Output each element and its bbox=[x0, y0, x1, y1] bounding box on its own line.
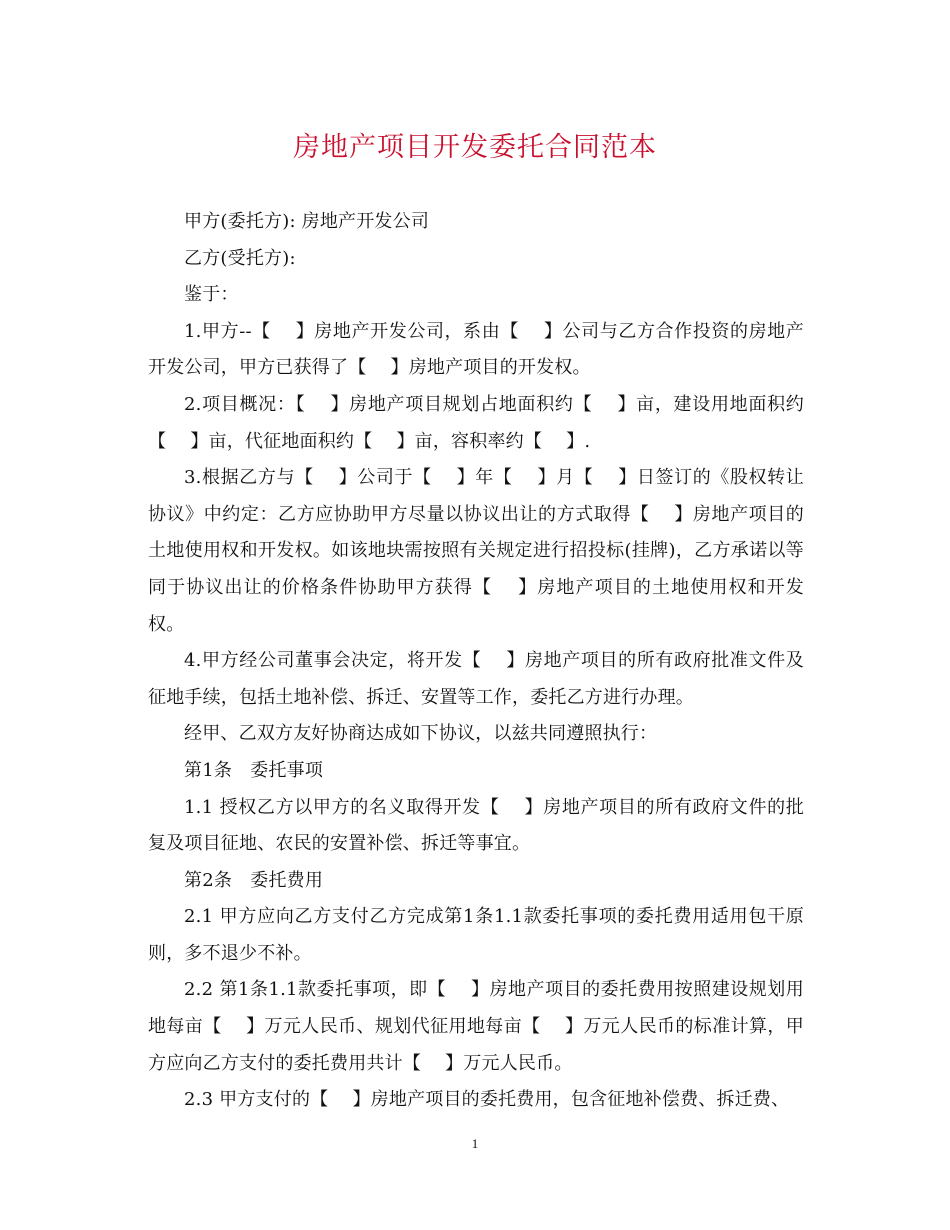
article-1-heading: 第1条 委托事项 bbox=[184, 759, 324, 781]
recital-1: 1.甲方--【 】房地产开发公司，系由【 】公司与乙方合作投资的房地产开发公司，甲方已获得了【 】房地产项目的开发权。 bbox=[148, 320, 804, 379]
whereas-heading: 鉴于： bbox=[184, 284, 239, 306]
recital-2: 2.项目概况：【 】房地产项目规划占地面积约【 】亩，建设用地面积约【 】亩，代征地面积约【 】亩，容积率约【 】. bbox=[148, 393, 804, 452]
recital-4: 4.甲方经公司董事会决定，将开发【 】房地产项目的所有政府批准文件及征地手续，包括土地补偿、拆迁、安置等工作，委托乙方进行办理。 bbox=[148, 650, 804, 708]
clause-1-1: 1.1 授权乙方以甲方的名义取得开发【 】房地产项目的所有政府文件的批复及项目征地、农民的安置补偿、拆迁等事宜。 bbox=[148, 796, 804, 855]
document-title: 房地产项目开发委托合同范本 bbox=[293, 132, 657, 163]
clause-2-3: 2.3 甲方支付的【 】房地产项目的委托费用，包含征地补偿费、拆迁费、 bbox=[184, 1089, 790, 1111]
clause-2-1: 2.1 甲方应向乙方支付乙方完成第1条1.1款委托事项的委托费用适用包干原则，多不退少不补。 bbox=[148, 906, 804, 964]
agreement-intro: 经甲、乙双方友好协商达成如下协议，以兹共同遵照执行： bbox=[184, 723, 658, 745]
page-number: 1 bbox=[471, 1136, 479, 1151]
party-b-line: 乙方(受托方): bbox=[184, 247, 296, 269]
article-2-heading: 第2条 委托费用 bbox=[184, 869, 324, 891]
recital-3: 3.根据乙方与【 】公司于【 】年【 】月【 】日签订的《股权转让协议》中约定：乙方应协助甲方尽量以协议出让的方式取得【 】房地产项目的土地使用权和开发权。如该地块需按照有关规定进行招投标(挂牌)，乙方承诺以等同于协议出让的价格条件协助甲方获得【 】房地产项目的土地使用权和开发权。 bbox=[148, 467, 804, 635]
party-a-line: 甲方(委托方): 房地产开发公司 bbox=[184, 211, 430, 232]
clause-2-2: 2.2 第1条1.1款委托事项，即【 】房地产项目的委托费用按照建设规划用地每亩【 】万元人民币、规划代征用地每亩【 】万元人民币的标准计算，甲方应向乙方支付的委托费用共计【 】万元人民币。 bbox=[148, 979, 804, 1074]
document-body bbox=[148, 204, 804, 1119]
